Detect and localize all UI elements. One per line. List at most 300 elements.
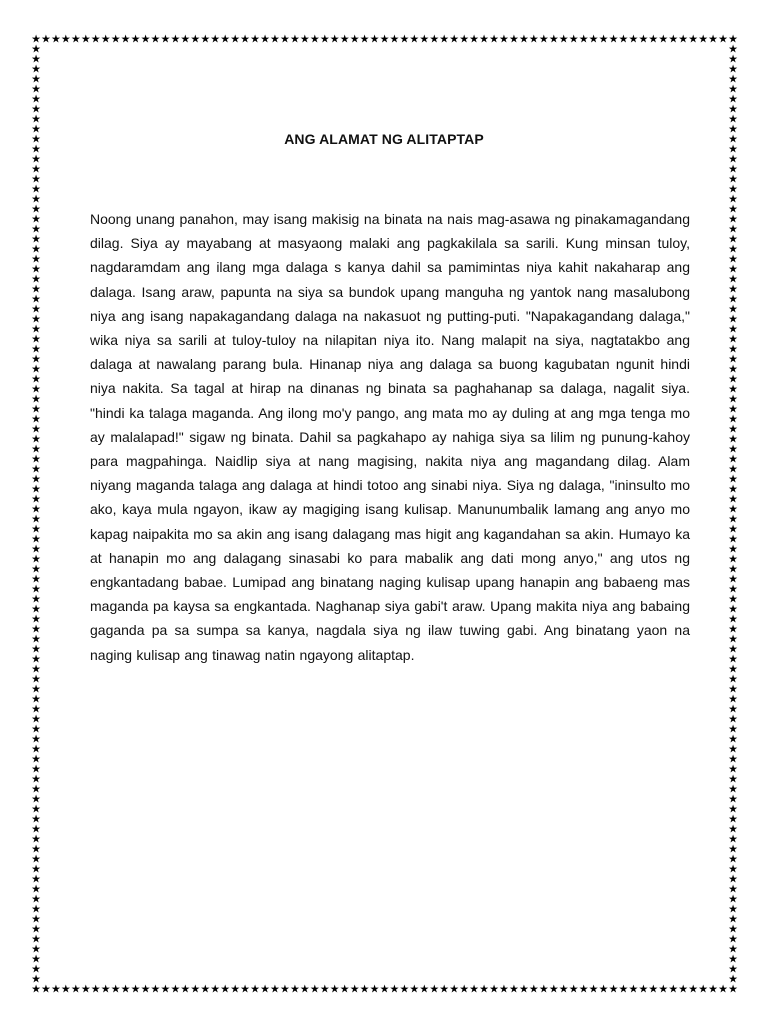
border-star-top: ★ [140,32,151,46]
border-star-left: ★ [31,272,41,286]
border-star-bottom: ★ [668,982,679,996]
border-star-top: ★ [240,32,251,46]
border-star-right: ★ [728,952,738,966]
border-star-right: ★ [728,382,738,396]
border-star-left: ★ [31,302,41,316]
border-star-bottom: ★ [658,982,669,996]
border-star-left: ★ [31,112,41,126]
border-star-bottom: ★ [379,982,390,996]
border-star-left: ★ [31,482,41,496]
border-star-right: ★ [728,602,738,616]
border-star-top: ★ [409,32,420,46]
border-star-left: ★ [31,732,41,746]
border-star-right: ★ [728,752,738,766]
border-star-right: ★ [728,132,738,146]
border-star-top: ★ [479,32,490,46]
border-star-top: ★ [41,32,51,46]
border-star-bottom: ★ [449,982,460,996]
border-star-right: ★ [728,552,738,566]
border-star-left: ★ [31,522,41,536]
border-star-left: ★ [31,892,41,906]
border-star-left: ★ [31,492,41,506]
border-star-right: ★ [728,122,738,136]
border-star-bottom: ★ [469,982,480,996]
border-star-right: ★ [728,692,738,706]
border-star-bottom: ★ [319,982,330,996]
border-star-right: ★ [728,312,738,326]
border-star-right: ★ [728,192,738,206]
border-star-left: ★ [31,372,41,386]
border-star-left: ★ [31,172,41,186]
border-star-top: ★ [279,32,290,46]
border-star-bottom: ★ [110,982,121,996]
border-star-left: ★ [31,812,41,826]
border-star-bottom: ★ [170,982,181,996]
border-star-right: ★ [728,722,738,736]
border-star-right: ★ [728,42,738,56]
border-star-bottom: ★ [70,982,81,996]
border-star-right: ★ [728,532,738,546]
border-star-bottom: ★ [518,982,529,996]
border-star-top: ★ [668,32,679,46]
border-star-top: ★ [469,32,480,46]
border-star-top: ★ [688,32,699,46]
border-star-top: ★ [698,32,709,46]
border-star-left: ★ [31,242,41,256]
border-star-left: ★ [31,712,41,726]
border-star-right: ★ [728,302,738,316]
border-star-top: ★ [190,32,201,46]
border-star-top: ★ [120,32,131,46]
border-star-bottom: ★ [60,982,71,996]
border-star-bottom: ★ [489,982,499,996]
story-paragraph: Noong unang panahon, may isang makisig na binata na nais mag-asawa ng pinakamagandang dilag. Siya ay mayabang at masyaong malaki ang pagkakilala sa sarili. Kung minsan tuloy, nagdaramdam ang ilang mga dalaga s kanya dahil sa pamimintas niya kahit nakaharap ang dalaga. Isang araw, papunta na siya sa bundok upang manguha ng yantok nang masalubong niya ang isang napakagandang dalaga na nakasuot ng putting-puti. "Napakagandang dalaga," wika niya sa sarili at tuloy-tuloy na nilapitan niya ito. Nang malapit na siya, nagtatakbo ang dalaga at nawalang parang bula. Hinanap niya ang dalaga sa buong kagubatan ngunit hindi niya nakita. Sa tagal at hirap na dinanas ng binata sa paghahanap sa dalaga, nagalit siya. "hindi ka talaga maganda. Ang ilong mo'y pango, ang mata mo ay duling at ang mga tenga mo ay malalapad!" sigaw ng binata. Dahil sa pagkahapo ay nahiga siya sa lilim ng punung-kahoy para magpahinga. Naidlip siya at nang magising, nakita niya ang magandang dilag. Alam niyang maganda talaga ang dalaga at hindi totoo ang sinabi niya. Siya ng dalaga, "ininsulto mo ako, kaya mula ngayon, ikaw ay magiging isang kulisap. Manunumbalik lamang ang anyo mo kapag naipakita mo sa akin ang isang dalagang mas higit ang kagandahan sa akin. Humayo ka at hanapin mo ang dalagang sinasabi ko para mabalik ang dati mong anyo," ang utos ng engkantadang babae. Lumipad ang binatang naging kulisap upang hanapin ang babaeng mas maganda pa kaysa sa engkantada. Naghanap siya gabi't araw. Upang makita niya ang babaing gaganda pa sa sumpa sa kanya, nagdala siya ng ilaw tuwing gabi. Ang binatang yaon na naging kulisap ang tinawag natin ngayong alitaptap. [90,211,690,663]
border-star-left: ★ [31,512,41,526]
border-star-top: ★ [230,32,241,46]
border-star-top: ★ [100,32,111,46]
border-star-right: ★ [728,772,738,786]
border-star-bottom: ★ [100,982,111,996]
border-star-top: ★ [130,32,141,46]
border-star-right: ★ [728,112,738,126]
border-star-bottom: ★ [349,982,360,996]
border-star-left: ★ [31,942,41,956]
border-star-right: ★ [728,892,738,906]
border-star-bottom: ★ [578,982,589,996]
border-star-bottom: ★ [598,982,609,996]
border-star-top: ★ [250,32,260,46]
border-star-right: ★ [728,962,738,976]
border-star-left: ★ [31,832,41,846]
border-star-bottom: ★ [718,982,728,996]
border-star-right: ★ [728,932,738,946]
border-star-bottom: ★ [120,982,131,996]
border-star-right: ★ [728,502,738,516]
border-star-left: ★ [31,882,41,896]
border-star-bottom: ★ [200,982,211,996]
border-star-left: ★ [31,422,41,436]
border-star-right: ★ [728,662,738,676]
border-star-left: ★ [31,842,41,856]
border-star-right: ★ [728,942,738,956]
border-star-bottom: ★ [80,982,91,996]
border-star-top: ★ [289,32,300,46]
border-star-right: ★ [728,182,738,196]
border-star-right: ★ [728,492,738,506]
border-star-left: ★ [31,222,41,236]
border-star-bottom: ★ [678,982,689,996]
border-star-right: ★ [728,972,738,986]
border-star-right: ★ [728,282,738,296]
border-star-left: ★ [31,72,41,86]
border-star-top: ★ [648,32,659,46]
border-star-bottom: ★ [648,982,659,996]
border-star-right: ★ [728,482,738,496]
border-star-bottom: ★ [339,982,350,996]
border-star-bottom: ★ [608,982,619,996]
border-star-top: ★ [419,32,430,46]
border-star-top: ★ [270,32,280,46]
border-star-bottom: ★ [389,982,400,996]
border-star-left: ★ [31,82,41,96]
border-star-left: ★ [31,442,41,456]
border-star-left: ★ [31,582,41,596]
border-star-bottom: ★ [31,982,41,996]
border-star-left: ★ [31,462,41,476]
border-star-right: ★ [728,222,738,236]
border-star-right: ★ [728,272,738,286]
border-star-left: ★ [31,682,41,696]
border-star-right: ★ [728,592,738,606]
border-star-right: ★ [728,362,738,376]
border-star-right: ★ [728,392,738,406]
border-star-right: ★ [728,352,738,366]
border-star-top: ★ [439,32,450,46]
border-star-left: ★ [31,952,41,966]
border-star-right: ★ [728,172,738,186]
border-star-right: ★ [728,372,738,386]
border-star-top: ★ [369,32,380,46]
border-star-top: ★ [658,32,669,46]
border-star-right: ★ [728,922,738,936]
border-star-left: ★ [31,192,41,206]
border-star-right: ★ [728,582,738,596]
border-star-top: ★ [518,32,529,46]
border-star-top: ★ [31,32,41,46]
border-star-right: ★ [728,142,738,156]
border-star-right: ★ [728,52,738,66]
border-star-top: ★ [309,32,320,46]
border-star-left: ★ [31,822,41,836]
border-star-left: ★ [31,382,41,396]
border-star-top: ★ [598,32,609,46]
border-star-bottom: ★ [479,982,490,996]
border-star-left: ★ [31,972,41,986]
border-star-right: ★ [728,522,738,536]
border-star-bottom: ★ [429,982,440,996]
border-star-top: ★ [528,32,539,46]
border-star-left: ★ [31,342,41,356]
border-star-left: ★ [31,672,41,686]
border-star-left: ★ [31,622,41,636]
border-star-left: ★ [31,332,41,346]
border-star-bottom: ★ [409,982,420,996]
border-star-top: ★ [638,32,649,46]
border-star-bottom: ★ [190,982,201,996]
border-star-top: ★ [678,32,689,46]
border-star-bottom: ★ [309,982,320,996]
border-star-left: ★ [31,602,41,616]
border-star-bottom: ★ [90,982,101,996]
border-star-left: ★ [31,552,41,566]
border-star-left: ★ [31,132,41,146]
border-star-right: ★ [728,852,738,866]
border-star-left: ★ [31,592,41,606]
border-star-bottom: ★ [210,982,221,996]
border-star-bottom: ★ [439,982,450,996]
border-star-left: ★ [31,282,41,296]
border-star-top: ★ [170,32,181,46]
border-star-top: ★ [180,32,191,46]
border-star-left: ★ [31,502,41,516]
border-star-left: ★ [31,692,41,706]
border-star-left: ★ [31,852,41,866]
border-star-left: ★ [31,932,41,946]
border-star-right: ★ [728,462,738,476]
border-star-right: ★ [728,682,738,696]
border-star-left: ★ [31,562,41,576]
document-title: ANG ALAMAT NG ALITAPTAP [284,131,484,147]
border-star-top: ★ [329,32,340,46]
border-star-bottom: ★ [130,982,141,996]
border-star-top: ★ [568,32,579,46]
border-star-left: ★ [31,772,41,786]
border-star-bottom: ★ [628,982,639,996]
border-star-bottom: ★ [359,982,370,996]
border-star-left: ★ [31,722,41,736]
border-star-top: ★ [608,32,619,46]
border-star-top: ★ [349,32,360,46]
border-star-left: ★ [31,212,41,226]
border-star-right: ★ [728,542,738,556]
border-star-bottom: ★ [329,982,340,996]
border-star-right: ★ [728,842,738,856]
border-star-top: ★ [578,32,589,46]
border-star-bottom: ★ [708,982,719,996]
border-star-bottom: ★ [698,982,709,996]
border-star-left: ★ [31,122,41,136]
border-star-left: ★ [31,142,41,156]
border-star-right: ★ [728,672,738,686]
border-star-left: ★ [31,472,41,486]
border-star-bottom: ★ [618,982,629,996]
border-star-top: ★ [499,32,509,46]
border-star-left: ★ [31,402,41,416]
border-star-bottom: ★ [250,982,260,996]
border-star-right: ★ [728,152,738,166]
border-star-top: ★ [359,32,370,46]
border-star-right: ★ [728,912,738,926]
border-star-bottom: ★ [728,982,738,996]
border-star-left: ★ [31,202,41,216]
border-star-bottom: ★ [180,982,191,996]
border-star-right: ★ [728,802,738,816]
border-star-right: ★ [728,512,738,526]
border-star-top: ★ [110,32,121,46]
border-star-top: ★ [90,32,101,46]
border-star-top: ★ [509,32,519,46]
border-star-left: ★ [31,762,41,776]
border-star-right: ★ [728,812,738,826]
border-star-left: ★ [31,42,41,56]
border-star-left: ★ [31,352,41,366]
border-star-top: ★ [80,32,91,46]
border-star-left: ★ [31,322,41,336]
border-star-right: ★ [728,92,738,106]
border-star-right: ★ [728,422,738,436]
border-star-bottom: ★ [459,982,470,996]
border-star-right: ★ [728,742,738,756]
border-star-right: ★ [728,442,738,456]
border-star-bottom: ★ [568,982,579,996]
border-star-left: ★ [31,152,41,166]
border-star-right: ★ [728,732,738,746]
border-star-right: ★ [728,862,738,876]
border-star-right: ★ [728,102,738,116]
border-star-right: ★ [728,832,738,846]
border-star-left: ★ [31,642,41,656]
border-star-right: ★ [728,882,738,896]
border-star-right: ★ [728,342,738,356]
border-star-right: ★ [728,652,738,666]
border-star-top: ★ [220,32,231,46]
border-star-top: ★ [459,32,470,46]
border-star-left: ★ [31,182,41,196]
border-star-left: ★ [31,62,41,76]
border-star-bottom: ★ [150,982,161,996]
border-star-right: ★ [728,162,738,176]
border-star-right: ★ [728,902,738,916]
border-star-right: ★ [728,82,738,96]
border-star-top: ★ [429,32,440,46]
border-star-bottom: ★ [160,982,171,996]
border-star-right: ★ [728,412,738,426]
border-star-bottom: ★ [419,982,430,996]
border-star-left: ★ [31,782,41,796]
border-star-left: ★ [31,432,41,446]
border-star-bottom: ★ [638,982,649,996]
border-star-left: ★ [31,902,41,916]
border-star-top: ★ [718,32,728,46]
border-star-right: ★ [728,572,738,586]
border-star-bottom: ★ [270,982,280,996]
border-star-top: ★ [618,32,629,46]
border-star-left: ★ [31,292,41,306]
border-star-top: ★ [70,32,81,46]
border-star-left: ★ [31,532,41,546]
border-star-left: ★ [31,652,41,666]
border-star-top: ★ [558,32,569,46]
border-star-right: ★ [728,242,738,256]
border-star-right: ★ [728,642,738,656]
border-star-top: ★ [588,32,599,46]
border-star-right: ★ [728,212,738,226]
border-star-right: ★ [728,402,738,416]
border-star-bottom: ★ [230,982,241,996]
border-star-top: ★ [339,32,350,46]
border-star-right: ★ [728,452,738,466]
border-star-left: ★ [31,962,41,976]
border-star-left: ★ [31,162,41,176]
border-star-top: ★ [200,32,211,46]
border-star-top: ★ [50,32,61,46]
border-star-bottom: ★ [548,982,559,996]
border-star-left: ★ [31,802,41,816]
border-star-bottom: ★ [289,982,300,996]
border-star-left: ★ [31,92,41,106]
border-star-left: ★ [31,752,41,766]
border-star-bottom: ★ [50,982,61,996]
border-star-left: ★ [31,52,41,66]
border-star-right: ★ [728,322,738,336]
border-star-bottom: ★ [399,982,410,996]
border-star-right: ★ [728,792,738,806]
border-star-left: ★ [31,912,41,926]
border-star-left: ★ [31,862,41,876]
border-star-right: ★ [728,712,738,726]
border-star-top: ★ [160,32,171,46]
border-star-right: ★ [728,72,738,86]
border-star-bottom: ★ [220,982,231,996]
border-star-right: ★ [728,472,738,486]
border-star-bottom: ★ [528,982,539,996]
border-star-bottom: ★ [538,982,549,996]
border-star-right: ★ [728,622,738,636]
border-star-right: ★ [728,562,738,576]
border-star-top: ★ [379,32,390,46]
border-star-right: ★ [728,202,738,216]
border-star-left: ★ [31,632,41,646]
border-star-top: ★ [489,32,499,46]
border-star-top: ★ [319,32,330,46]
border-star-bottom: ★ [279,982,290,996]
border-star-top: ★ [548,32,559,46]
border-star-top: ★ [628,32,639,46]
border-star-bottom: ★ [588,982,599,996]
border-star-right: ★ [728,612,738,626]
border-star-left: ★ [31,612,41,626]
border-star-top: ★ [728,32,738,46]
border-star-right: ★ [728,702,738,716]
border-star-right: ★ [728,782,738,796]
border-star-bottom: ★ [499,982,509,996]
border-star-bottom: ★ [369,982,380,996]
border-star-left: ★ [31,392,41,406]
border-star-bottom: ★ [240,982,251,996]
border-star-top: ★ [150,32,161,46]
border-star-bottom: ★ [140,982,151,996]
border-star-top: ★ [260,32,270,46]
border-star-right: ★ [728,762,738,776]
border-star-left: ★ [31,542,41,556]
border-star-bottom: ★ [688,982,699,996]
border-star-left: ★ [31,572,41,586]
border-star-left: ★ [31,872,41,886]
border-star-top: ★ [389,32,400,46]
border-star-bottom: ★ [299,982,310,996]
border-star-left: ★ [31,792,41,806]
border-star-top: ★ [399,32,410,46]
